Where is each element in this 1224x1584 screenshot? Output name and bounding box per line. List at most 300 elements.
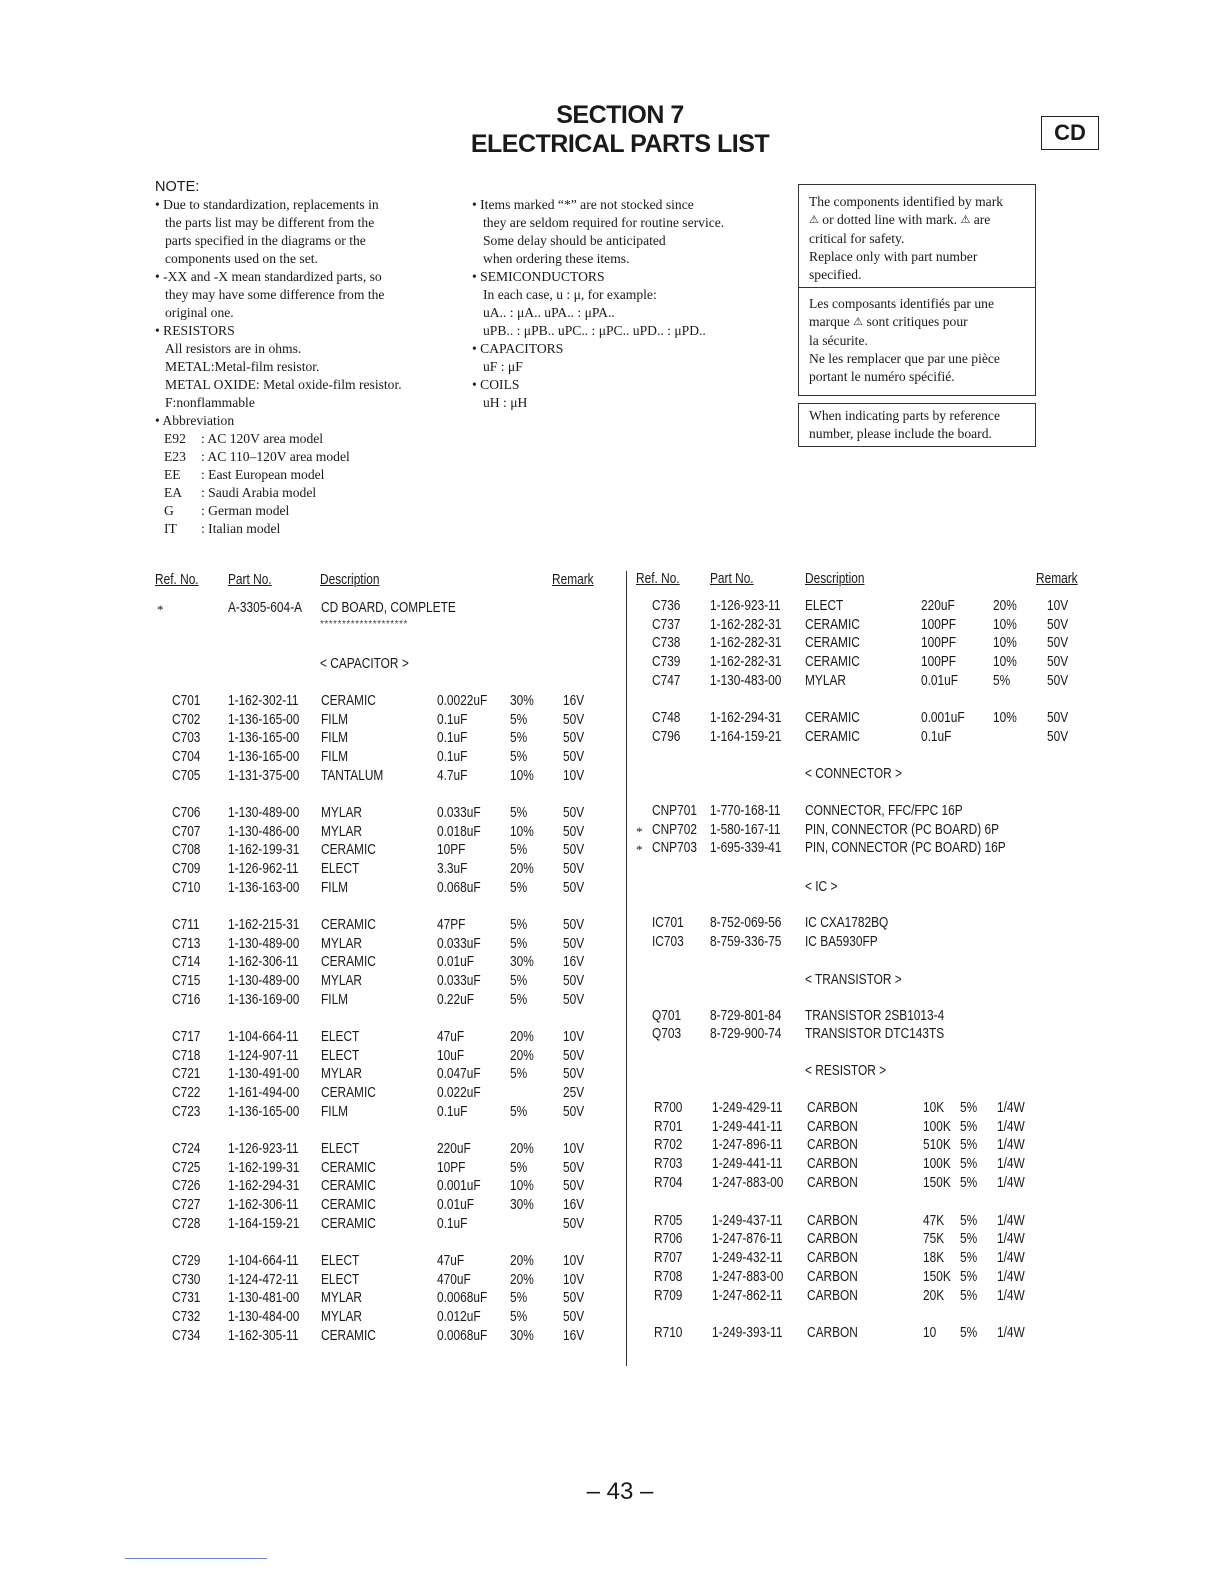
resistance: 75K [923, 1231, 945, 1247]
safety-fr-line: la sécurite. [809, 333, 868, 348]
tolerance: 5% [510, 1290, 528, 1307]
part-no: 1-130-489-00 [228, 805, 300, 821]
description: ELECT [321, 1141, 360, 1157]
value: 100PF [921, 635, 957, 651]
safety-fr-line: Ne les remplacer que par une pièce [809, 351, 1000, 366]
tolerance: 10% [510, 767, 534, 784]
abbreviation-code: EE [164, 467, 181, 482]
description: CERAMIC [321, 917, 376, 933]
value: 0.033uF [437, 805, 481, 821]
ref-no: CNP702 [652, 822, 697, 838]
description: CERAMIC [321, 1159, 376, 1176]
note-line: original one. [165, 305, 234, 320]
description: CERAMIC [321, 1178, 376, 1195]
value: 0.033uF [437, 973, 481, 990]
voltage: 10V [563, 1029, 585, 1045]
header-remark: Remark [1036, 571, 1078, 587]
tolerance: 10% [993, 654, 1017, 670]
description: ELECT [805, 598, 844, 614]
table-row [636, 1156, 1096, 1175]
ref-no: R709 [654, 1288, 683, 1304]
voltage: 25V [563, 1085, 585, 1102]
tolerance: 20% [510, 1047, 534, 1064]
safety-en-text: are [973, 212, 991, 227]
voltage: 50V [1047, 673, 1069, 689]
voltage: 50V [563, 1290, 585, 1307]
ref-no: C706 [172, 805, 201, 821]
wattage: 1/4W [997, 1156, 1025, 1172]
abbreviation-item [164, 430, 324, 448]
part-no: 8-759-336-75 [710, 934, 782, 950]
note-line: • Due to standardization, replacements in [155, 197, 379, 212]
safety-notice-french [799, 287, 1035, 386]
wattage: 1/4W [997, 1288, 1025, 1304]
wattage: 1/4W [997, 1231, 1025, 1247]
table-row [636, 1119, 1096, 1138]
ref-no: R710 [654, 1325, 683, 1341]
table-row [155, 693, 615, 712]
part-no: 1-162-282-31 [710, 654, 782, 670]
part-no: 1-695-339-41 [710, 840, 782, 856]
tolerance: 5% [510, 917, 528, 933]
part-no: 1-162-306-11 [228, 1197, 299, 1214]
safety-en-line [809, 211, 1035, 230]
resistor-section-label [805, 1063, 904, 1080]
board-row [155, 600, 605, 619]
table-row [636, 1269, 1096, 1288]
part-no: 8-729-900-74 [710, 1026, 782, 1042]
ref-no: C736 [652, 598, 681, 614]
part-no: 1-249-429-11 [712, 1100, 783, 1116]
part-no: 1-162-282-31 [710, 617, 782, 633]
part-no: 1-162-282-31 [710, 635, 782, 651]
notes-column-1 [155, 196, 402, 430]
part-no: 1-136-165-00 [228, 711, 300, 728]
abbreviation-code: E92 [164, 431, 186, 446]
description: TRANSISTOR 2SB1013-4 [805, 1008, 945, 1024]
tolerance: 5% [510, 749, 528, 766]
description: CARBON [807, 1231, 858, 1247]
page-number: – 43 – [586, 1478, 654, 1505]
not-stocked-mark: * [636, 842, 643, 857]
warning-triangle-icon: ⚠ [853, 316, 864, 328]
tolerance: 5% [510, 1159, 528, 1176]
table-row [636, 1213, 1096, 1232]
ref-no: C716 [172, 991, 201, 1008]
abbreviation-desc: : East European model [201, 467, 325, 482]
tolerance: 5% [510, 1309, 528, 1326]
table-row [155, 1328, 615, 1347]
voltage: 50V [563, 973, 585, 990]
value: 100PF [921, 654, 957, 670]
part-no: 1-130-484-00 [228, 1309, 300, 1326]
value: 10PF [437, 842, 466, 859]
tolerance: 5% [960, 1175, 978, 1191]
voltage: 10V [563, 1253, 585, 1269]
note-line: All resistors are in ohms. [165, 341, 302, 356]
ic-section-label [805, 879, 845, 896]
voltage: 50V [563, 730, 585, 747]
abbreviation-item [164, 448, 350, 466]
value: 0.047uF [437, 1066, 481, 1083]
description: MYLAR [321, 973, 362, 990]
ref-no: C726 [172, 1178, 201, 1195]
ref-no: R701 [654, 1119, 683, 1135]
tolerance: 10% [510, 1178, 534, 1195]
note-line: In each case, u : μ, for example: [483, 287, 657, 302]
table-row [155, 1160, 615, 1179]
value: 47uF [437, 1253, 465, 1269]
part-no: 1-247-883-00 [712, 1175, 784, 1191]
tolerance: 5% [510, 879, 528, 896]
tolerance: 30% [510, 693, 534, 709]
table-row [155, 824, 615, 843]
note-line: uF : μF [483, 359, 523, 374]
part-no: 1-104-664-11 [228, 1253, 299, 1269]
note-line: • Abbreviation [155, 413, 235, 428]
header-part-no: Part No. [710, 571, 754, 587]
voltage: 50V [1047, 635, 1069, 651]
tolerance: 10% [510, 823, 534, 840]
tolerance: 5% [510, 805, 528, 821]
tolerance: 20% [510, 1141, 534, 1157]
part-no: 1-104-664-11 [228, 1029, 299, 1045]
ref-no: C729 [172, 1253, 201, 1269]
table-row [636, 673, 1096, 692]
part-no: 1-164-159-21 [710, 729, 782, 745]
description: ELECT [321, 1271, 360, 1288]
description: PIN, CONNECTOR (PC BOARD) 16P [805, 840, 1006, 856]
part-no: 1-162-215-31 [228, 917, 300, 933]
value: 0.1uF [437, 749, 468, 766]
part-no: 1-249-437-11 [712, 1213, 783, 1229]
description: MYLAR [805, 673, 846, 689]
tolerance: 30% [510, 1197, 534, 1214]
table-row [636, 1250, 1096, 1269]
voltage: 50V [563, 1215, 585, 1232]
ref-no: C702 [172, 711, 201, 728]
table-row [155, 1197, 615, 1216]
part-no: 1-162-305-11 [228, 1327, 299, 1344]
ref-no: R702 [654, 1137, 683, 1153]
table-row [155, 973, 615, 992]
part-no: 1-249-432-11 [712, 1250, 783, 1266]
ref-no: R700 [654, 1100, 683, 1116]
tolerance: 5% [510, 730, 528, 747]
page-title: ELECTRICAL PARTS LIST [470, 130, 770, 158]
tolerance: 5% [960, 1288, 978, 1304]
tolerance: 5% [510, 935, 528, 952]
note-line: when ordering these items. [483, 251, 630, 266]
table-row [636, 598, 1096, 617]
tolerance: 20% [510, 861, 534, 878]
value: 0.1uF [437, 1103, 468, 1120]
tolerance: 30% [510, 954, 534, 971]
ref-no: Q701 [652, 1008, 682, 1024]
part-no: 1-162-306-11 [228, 954, 299, 971]
part-no: 1-136-163-00 [228, 879, 300, 896]
ref-no: C709 [172, 861, 201, 878]
resistance: 510K [923, 1137, 951, 1153]
description: CARBON [807, 1100, 858, 1116]
voltage: 10V [563, 1141, 585, 1157]
voltage: 50V [1047, 729, 1069, 745]
transistor-section-text: < TRANSISTOR > [805, 972, 902, 988]
not-stocked-mark: * [636, 824, 643, 839]
table-row [155, 1066, 615, 1085]
note-line: • SEMICONDUCTORS [472, 269, 605, 284]
ref-no: R705 [654, 1213, 683, 1229]
abbreviation-desc: : Saudi Arabia model [201, 485, 317, 500]
value: 4.7uF [437, 767, 468, 784]
part-no: 1-249-393-11 [712, 1325, 783, 1341]
tolerance: 10% [993, 710, 1017, 726]
part-no: 1-247-883-00 [712, 1269, 784, 1285]
ref-no: C707 [172, 823, 201, 840]
value: 0.1uF [921, 729, 952, 745]
value: 0.033uF [437, 935, 481, 952]
value: 0.1uF [437, 711, 468, 728]
description: CARBON [807, 1250, 858, 1266]
table-row [155, 861, 615, 880]
table-row [636, 1175, 1096, 1194]
column-divider [626, 571, 627, 1366]
wattage: 1/4W [997, 1250, 1025, 1266]
header-ref-no: Ref. No. [636, 571, 680, 587]
abbreviation-code: IT [164, 521, 177, 536]
tolerance: 5% [510, 842, 528, 859]
table-row [155, 992, 615, 1011]
header-part-no: Part No. [228, 572, 272, 588]
ref-no: C730 [172, 1271, 201, 1288]
part-no: 1-136-169-00 [228, 991, 300, 1008]
not-stocked-mark: * [157, 602, 164, 617]
safety-en-line: Replace only with part number [809, 249, 978, 264]
safety-fr-text: marque [809, 314, 850, 329]
ref-no: C725 [172, 1159, 201, 1176]
ref-no: C722 [172, 1085, 201, 1102]
ref-no: C738 [652, 635, 681, 651]
note-line: • Items marked “*” are not stocked since [472, 197, 694, 212]
part-no: 1-580-167-11 [710, 822, 781, 838]
resistance: 20K [923, 1288, 945, 1304]
description: CARBON [807, 1137, 858, 1153]
value: 0.01uF [921, 673, 959, 689]
description: CONNECTOR, FFC/FPC 16P [805, 803, 963, 819]
description: CARBON [807, 1175, 858, 1191]
tolerance: 5% [960, 1137, 978, 1153]
table-row [636, 822, 1096, 841]
table-row [636, 934, 1096, 953]
wattage: 1/4W [997, 1100, 1025, 1116]
ref-no: Q703 [652, 1026, 682, 1042]
abbreviation-code: G [164, 503, 174, 518]
header-ref-no: Ref. No. [155, 572, 199, 588]
note-line: F:nonflammable [165, 395, 255, 410]
tolerance: 5% [960, 1325, 978, 1341]
voltage: 16V [563, 954, 585, 971]
header-remark: Remark [552, 572, 594, 588]
voltage: 10V [563, 1271, 585, 1288]
value: 10PF [437, 1159, 466, 1176]
table-row [155, 1048, 615, 1067]
voltage: 50V [1047, 654, 1069, 670]
wattage: 1/4W [997, 1213, 1025, 1229]
tolerance: 5% [510, 1103, 528, 1120]
resistance: 10K [923, 1100, 945, 1116]
tolerance: 5% [960, 1119, 978, 1135]
table-row [155, 1178, 615, 1197]
table-row [155, 1309, 615, 1328]
header-description: Description [805, 571, 865, 587]
table-row [155, 749, 615, 768]
note-heading: NOTE: [155, 179, 200, 195]
ref-no: C714 [172, 954, 201, 971]
value: 0.001uF [921, 710, 965, 726]
voltage: 50V [563, 842, 585, 859]
description: MYLAR [321, 935, 362, 952]
value: 0.0068uF [437, 1290, 488, 1307]
description: CARBON [807, 1269, 858, 1285]
tolerance: 10% [993, 617, 1017, 633]
part-no: 1-130-483-00 [710, 673, 782, 689]
note-line: uA.. : μA.. uPA.. : μPA.. [483, 305, 615, 320]
abbreviation-item [164, 466, 325, 484]
description: TANTALUM [321, 767, 384, 784]
abbreviation-item [164, 520, 281, 538]
ref-no: IC701 [652, 915, 684, 931]
voltage: 50V [563, 711, 585, 728]
table-row [636, 1026, 1096, 1045]
voltage: 50V [563, 1178, 585, 1195]
tolerance: 5% [960, 1156, 978, 1172]
note-line: they are seldom required for routine service. [483, 215, 725, 230]
ref-no: R706 [654, 1231, 683, 1247]
ref-no: C704 [172, 749, 201, 766]
description: PIN, CONNECTOR (PC BOARD) 6P [805, 822, 1000, 838]
description: CERAMIC [321, 1085, 376, 1102]
safety-en-text: or dotted line with mark. [822, 212, 958, 227]
value: 0.01uF [437, 954, 475, 971]
ref-no: IC703 [652, 934, 684, 950]
note-line: uH : μH [483, 395, 528, 410]
safety-fr-line: Les composants identifiés par une [809, 296, 994, 311]
part-no: 1-161-494-00 [228, 1085, 300, 1102]
table-row [155, 1216, 615, 1235]
header-description: Description [320, 572, 380, 588]
note-line: parts specified in the diagrams or the [165, 233, 366, 248]
table-row [636, 617, 1096, 636]
part-no: 1-162-199-31 [228, 1159, 300, 1176]
value: 0.01uF [437, 1197, 475, 1214]
resistance: 100K [923, 1119, 951, 1135]
tolerance: 20% [510, 1271, 534, 1288]
part-no: 1-136-165-00 [228, 1103, 300, 1120]
table-row [155, 712, 615, 731]
safety-fr-line: portant le numéro spécifié. [809, 369, 955, 384]
description: CERAMIC [321, 1215, 376, 1232]
ref-no: C708 [172, 842, 201, 859]
value: 470uF [437, 1271, 471, 1288]
ref-no: C747 [652, 673, 681, 689]
table-row [636, 729, 1096, 748]
tolerance: 5% [993, 673, 1011, 689]
reference-line: When indicating parts by reference [809, 408, 1000, 423]
abbreviation-desc: : Italian model [201, 521, 281, 536]
resistor-section-text: < RESISTOR > [805, 1063, 887, 1079]
part-no: 8-752-069-56 [710, 915, 782, 931]
table-row [155, 936, 615, 955]
abbreviation-code: E23 [164, 449, 186, 464]
voltage: 50V [563, 1066, 585, 1083]
description: MYLAR [321, 1290, 362, 1307]
description: ELECT [321, 1253, 360, 1269]
note-line: METAL:Metal-film resistor. [165, 359, 320, 374]
board-part-no: A-3305-604-A [228, 600, 303, 616]
voltage: 50V [563, 861, 585, 878]
voltage: 50V [563, 935, 585, 952]
resistance: 150K [923, 1175, 951, 1191]
voltage: 16V [563, 693, 585, 709]
tolerance: 5% [960, 1231, 978, 1247]
notes-column-2 [472, 196, 724, 412]
ref-no: C748 [652, 710, 681, 726]
voltage: 50V [563, 805, 585, 821]
table-row [155, 1290, 615, 1309]
ref-no: R708 [654, 1269, 683, 1285]
ref-no: C727 [172, 1197, 201, 1214]
ref-no: CNP701 [652, 803, 697, 819]
ref-no: C723 [172, 1103, 201, 1120]
part-no: 1-130-491-00 [228, 1066, 300, 1083]
part-no: 1-162-199-31 [228, 842, 300, 859]
ic-section-text: < IC > [805, 879, 838, 895]
description: FILM [321, 711, 349, 728]
voltage: 50V [563, 1159, 585, 1176]
reference-notice-box [798, 403, 1036, 447]
note-line: components used on the set. [165, 251, 318, 266]
voltage: 50V [563, 1103, 585, 1120]
value: 0.0022uF [437, 693, 488, 709]
wattage: 1/4W [997, 1119, 1025, 1135]
table-row [155, 768, 615, 787]
section-number: SECTION 7 [556, 101, 684, 129]
description: CERAMIC [805, 617, 860, 633]
value: 3.3uF [437, 861, 468, 878]
voltage: 50V [563, 1047, 585, 1064]
description: CARBON [807, 1156, 858, 1172]
safety-en-line: The components identified by mark [809, 194, 1004, 209]
description: FILM [321, 749, 349, 766]
ref-no: C713 [172, 935, 201, 952]
ref-no: C724 [172, 1141, 201, 1157]
table-row [636, 1231, 1096, 1250]
description: ELECT [321, 1047, 360, 1064]
tolerance: 20% [993, 598, 1017, 614]
part-no: 1-130-481-00 [228, 1290, 300, 1307]
voltage: 50V [563, 879, 585, 896]
table-row [636, 915, 1096, 934]
description: MYLAR [321, 805, 362, 821]
tolerance: 20% [510, 1253, 534, 1269]
voltage: 50V [563, 823, 585, 840]
transistor-section-label [805, 972, 923, 989]
description: CERAMIC [805, 729, 860, 745]
description: CARBON [807, 1213, 858, 1229]
description: CERAMIC [321, 954, 376, 971]
ref-no: R703 [654, 1156, 683, 1172]
part-no: 1-130-486-00 [228, 823, 300, 840]
